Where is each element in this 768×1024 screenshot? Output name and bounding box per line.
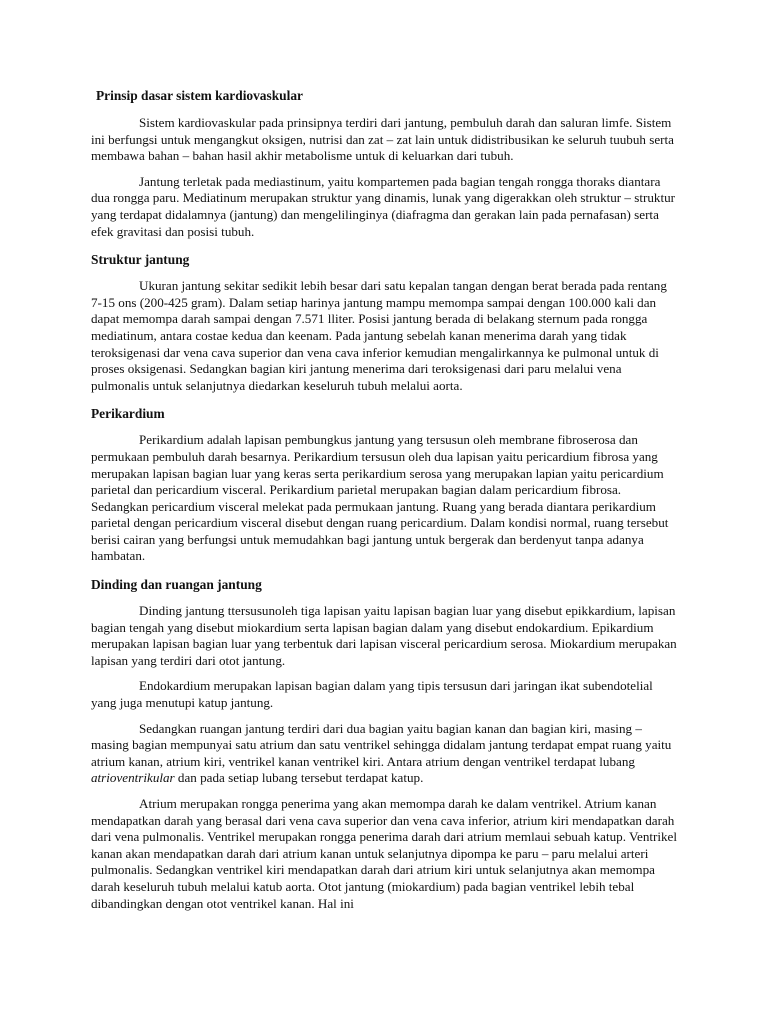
italic-term-atrioventrikular: atrioventrikular <box>91 770 175 786</box>
document-title: Prinsip dasar sistem kardiovaskular <box>96 88 303 103</box>
dinding-paragraph-3 <box>91 721 677 787</box>
paragraph-text: dan pada setiap lubang tersebut terdapat katup. <box>174 770 424 786</box>
perikardium-paragraph: Perikardium adalah lapisan pembungkus jantung yang tersusun oleh membrane fibroserosa dan permukaan pembuluh darah besarnya. Perikardium tersusun oleh dua lapisan yaitu pericardium fibrosa yang merupakan lapisan bagian luar yang keras serta perikardium serosa yang merupakan lapian yaitu pericardium parietal dan pericardium visceral. Perikardium parietal merupakan bagian dalam pericardium fibrosa. Sedangkan pericardium visceral melekat pada permukaan jantung. Ruang yang berada diantara perikardium parietal dengan pericardium visceral disebut dengan ruang pericardium. Dalam kondisi normal, ruang tersebut berisi cairan yang berfungsi untuk memudahkan bagi jantung untuk bergerak dan berdenyut tanpa adanya hambatan. <box>91 432 669 564</box>
dinding-paragraph-1: Dinding jantung ttersusunoleh tiga lapisan yaitu lapisan bagian luar yang disebut epikkardium, lapisan bagian tengah yang disebut miokardium serta lapisan bagian dalam yang disebut endokardium. Epikardium merupakan lapisan bagian luar yang terbentuk dari lapisan visceral pericardium serosa. Miokardium merupakan lapisan yang terdiri dari otot jantung. <box>91 603 677 668</box>
intro-paragraph-2: Jantung terletak pada mediastinum, yaitu kompartemen pada bagian tengah rongga thoraks diantara dua rongga paru. Mediatinum merupakan struktur yang dinamis, lunak yang digerakkan oleh struktur – struktur yang terdapat didalamnya (jantung) dan mengelilinginya (diafragma dan gerakan lain pada pernafasan) serta efek gravitasi dan posisi tubuh. <box>91 173 675 239</box>
section-heading-dinding-ruangan: Dinding dan ruangan jantung <box>91 577 262 593</box>
dinding-paragraph-2: Endokardium merupakan lapisan bagian dalam yang tipis tersusun dari jaringan ikat subendotelial yang juga menutupi katup jantung. <box>91 678 653 711</box>
paragraph-text: Sedangkan ruangan jantung terdiri dari dua bagian yaitu bagian kanan dan bagian kiri, masing – masing bagian mempunyai satu atrium dan satu ventrikel sehingga didalam jantung terdapat empat ruang yaitu atrium kanan, atrium kiri, ventrikel kanan ventrikel kiri. Antara atrium dengan ventrikel terdapat lubang <box>91 720 672 769</box>
intro-paragraph-1: Sistem kardiovaskular pada prinsipnya terdiri dari jantung, pembuluh darah dan saluran limfe. Sistem ini berfungsi untuk mengangkut oksigen, nutrisi dan zat – zat lain untuk didistribusikan ke seluruh tuubuh serta membawa bahan – bahan hasil akhir metabolisme untuk di keluarkan dari tubuh. <box>91 115 674 164</box>
struktur-jantung-paragraph: Ukuran jantung sekitar sedikit lebih besar dari satu kepalan tangan dengan berat berada pada rentang 7-15 ons (200-425 gram). Dalam setiap harinya jantung mampu memompa sampai dengan 100.000 kali dan dapat memompa darah sampai dengan 7.571 lliter. Posisi jantung berada di belakang sternum pada rongga mediatinum, antara costae kedua dan keenam. Pada jantung sebelah kanan menerima darah yang tidak teroksigenasi dar vena cava superior dan vena cava inferior kemudian mengalirkannya ke pulmonal untuk di proses oksigenasi. Sedangkan bagian kiri jantung menerima dari teroksigenasi dari paru melalui vena pulmonalis untuk selanjutnya diedarkan keseluruh tubuh melalui aorta. <box>91 278 667 393</box>
section-heading-struktur-jantung: Struktur jantung <box>91 252 190 268</box>
document-page <box>91 86 677 921</box>
section-heading-perikardium: Perikardium <box>91 406 165 422</box>
dinding-paragraph-4: Atrium merupakan rongga penerima yang akan memompa darah ke dalam ventrikel. Atrium kanan mendapatkan darah yang berasal dari vena cava superior dan vena cava inferior, atrium kiri mendapatkan darah dari vena pulmonalis. Ventrikel merupakan rongga penerima darah dari atrium memlaui sebuah katup. Ventrikel kanan akan mendapatkan darah dari atrium kanan untuk selanjutnya dipompa ke paru – paru melalui arteri pulmonalis. Sedangkan ventrikel kiri mendapatkan darah dari atrium kiri untuk selanjutnya akan memompa darah keseluruh tubuh melalui katub aorta. Otot jantung (miokardium) pada bagian ventrikel lebih tebal dibandingkan dengan otot ventrikel kanan. Hal ini <box>91 796 678 911</box>
